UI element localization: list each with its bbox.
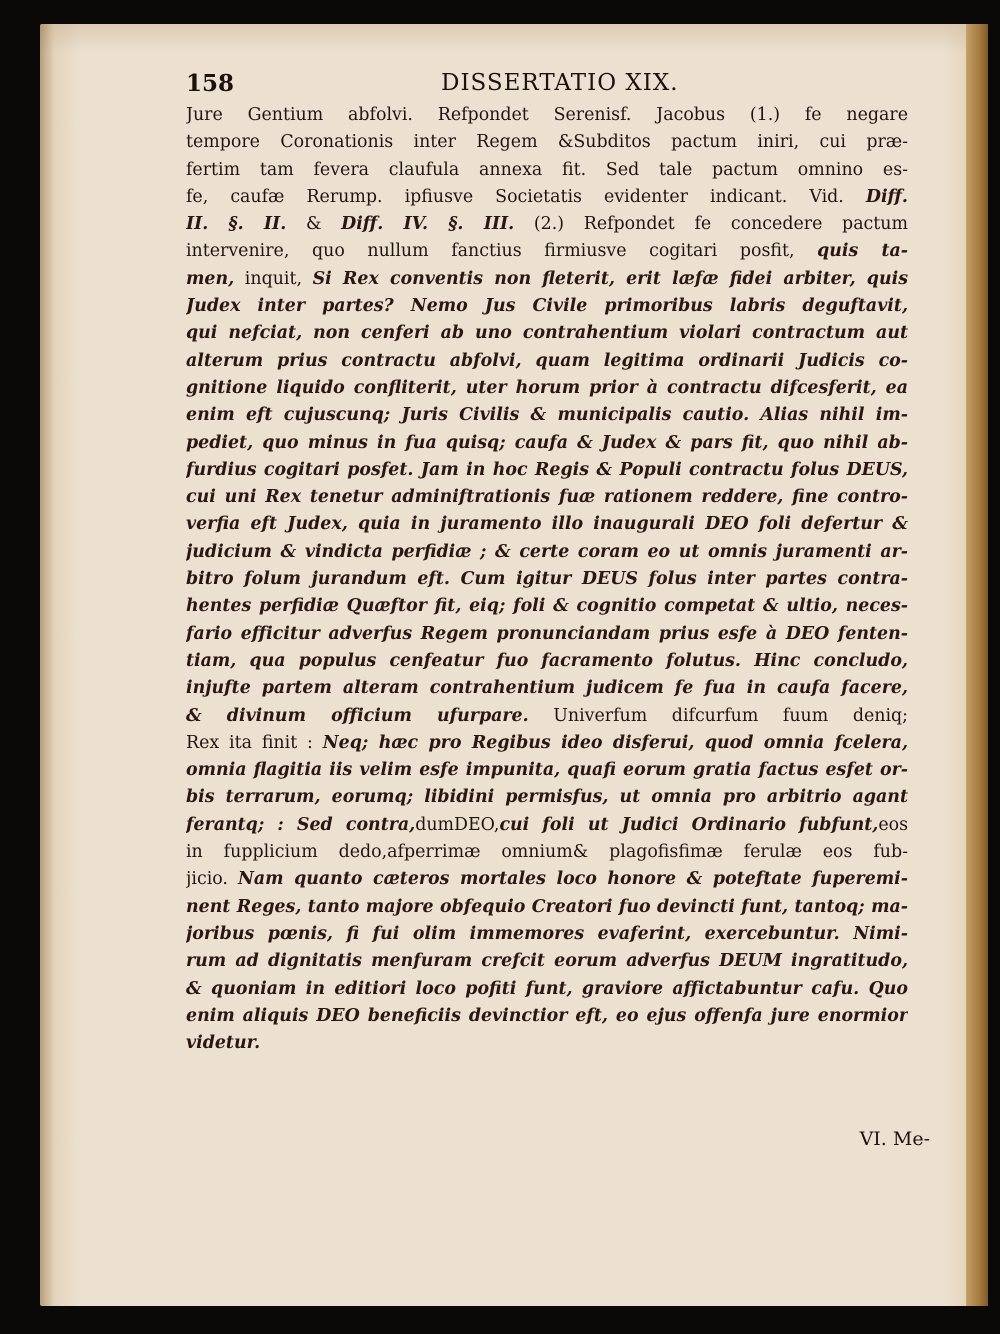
roman-text: Univerfum difcurfum fuum deniq; [528,705,908,726]
italic-text: & divinum officium ufurpare. [186,705,529,726]
text-line [186,703,908,730]
text-line [186,484,908,511]
italic-text: joribus pœnis, fi fui olim immemores evaferint, exercebuntur. Nimi- [186,923,908,944]
text-line [186,511,908,538]
roman-text: inquit, [234,268,313,289]
text-line [186,184,908,211]
catchword: VI. Me- [859,1128,930,1150]
text-line [186,157,908,184]
text-line [186,402,908,429]
text-line [186,976,908,1003]
italic-text: Si Rex conventis non fleterit, erit læfæ fidei arbiter, quis [312,268,908,289]
text-line [186,894,908,921]
roman-text: jicio. [186,869,238,890]
roman-text: tempore Coronationis inter Regem &Subditos pactum iniri, cui præ- [186,132,908,153]
italic-text: fario efficitur adverfus Regem pronunciandam prius esfe à DEO fenten- [186,623,908,644]
text-line [186,593,908,620]
text-line [186,648,908,675]
italic-text: videtur. [186,1033,261,1054]
italic-text: nent Reges, tanto majore obfequio Creatori fuo devincti funt, tantoq; ma- [186,896,908,917]
italic-text: II. §. II. [186,214,287,235]
text-line [186,375,908,402]
text-line [186,1003,908,1030]
text-line [186,839,908,866]
roman-text: dumDEO, [415,814,500,835]
italic-text: Judex inter partes? Nemo Jus Civile primoribus labris deguftavit, [186,296,908,317]
italic-text: hentes perfidiæ Quæftor fit, eiq; foli & cognitio competat & ultio, neces- [186,596,908,617]
italic-text: pediet, quo minus in fua quisq; caufa & Judex & pars fit, quo nihil ab- [186,432,908,453]
running-head: DISSERTATIO XIX. [441,70,679,96]
roman-text: intervenire, quo nullum fanctius firmiusve cogitari posfit, [186,241,818,262]
text-line [186,457,908,484]
italic-text: cui foli ut Judici Ordinario fubfunt, [499,814,879,835]
italic-text: ferantq; : Sed contra, [186,814,416,835]
italic-text: Diff. [865,186,908,207]
page-header [186,70,876,104]
text-line [186,211,908,238]
italic-text: & quoniam in editiori loco pofiti funt, graviore affictabuntur cafu. Quo [186,978,908,999]
roman-text: in fupplicium dedo,afperrimæ omnium& plagofisfimæ ferulæ eos fub- [186,842,908,863]
page-binding-edge [966,24,988,1306]
italic-text: omnia flagitia iis velim esfe impunita, quafi eorum gratia factus esfet or- [186,760,908,781]
roman-text: fe, caufæ Rerump. ipfiusve Societatis evidenter indicant. Vid. [186,186,866,207]
italic-text: enim aliquis DEO beneficiis devinctior eft, eo ejus offenfa jure enormior [186,1005,908,1026]
italic-text: Diff. IV. §. III. [341,214,515,235]
italic-text: quis ta- [817,241,908,262]
text-line [186,730,908,757]
italic-text: verfia eft Judex, quia in juramento illo inaugurali DEO foli defertur & [186,514,908,535]
text-line [186,539,908,566]
text-line [186,238,908,265]
text-line [186,948,908,975]
italic-text: Nam quanto cæteros mortales loco honore & poteftate fuperemi- [237,869,908,890]
italic-text: men, [186,268,235,289]
italic-text: furdius cogitari posfet. Jam in hoc Regis & Populi contractu folus DEUS, [186,459,908,480]
italic-text: bis terrarum, eorumq; libidini permisfus, ut omnia pro arbitrio agant [186,787,908,808]
italic-text: rum ad dignitatis menfuram crefcit eorum adverfus DEUM ingratitudo, [186,951,908,972]
italic-text: judicium & vindicta perfidiæ ; & certe coram eo ut omnis juramenti ar- [186,541,908,562]
text-line [186,566,908,593]
italic-text: cui uni Rex tenetur adminiftrationis fuæ rationem reddere, fine contro- [186,487,908,508]
roman-text: & [286,214,342,235]
roman-text: Jure Gentium abfolvi. Refpondet Serenisf. Jacobus (1.) fe negare [186,105,908,125]
italic-text: Neq; hæc pro Regibus ideo disferui, quod omnia fcelera, [322,732,908,753]
italic-text: alterum prius contractu abfolvi, quam legitima ordinarii Judicis co- [186,350,908,371]
text-line [186,621,908,648]
text-line [186,293,908,320]
roman-text: Rex ita finit : [186,732,323,753]
text-line [186,102,908,129]
text-line [186,812,908,839]
italic-text: enim eft cujuscunq; Juris Civilis & municipalis cautio. Alias nihil im- [186,405,908,426]
italic-text: qui nefciat, non cenferi ab uno contrahentium violari contractum aut [186,323,908,344]
text-line [186,129,908,156]
italic-text: tiam, qua populus cenfeatur fuo facramento folutus. Hinc concludo, [186,650,908,671]
text-line [186,430,908,457]
text-line [186,921,908,948]
text-line [186,784,908,811]
roman-text: fertim tam fevera claufula annexa fit. Sed tale pactum omnino es- [186,159,908,180]
body-text [186,102,908,1057]
text-line [186,757,908,784]
text-line [186,866,908,893]
page-number: 158 [186,70,235,97]
roman-text: eos [878,814,908,835]
italic-text: gnitione liquido confliterit, uter horum prior à contractu difcesferit, ea [186,377,908,398]
text-line [186,320,908,347]
italic-text: bitro folum jurandum eft. Cum igitur DEUS folus inter partes contra- [186,569,908,590]
text-line [186,675,908,702]
text-line [186,1030,908,1057]
text-line [186,348,908,375]
italic-text: injufte partem alteram contrahentium judicem fe fua in caufa facere, [186,678,908,699]
roman-text: (2.) Refpondet fe concedere pactum [514,214,908,235]
text-line [186,266,908,293]
